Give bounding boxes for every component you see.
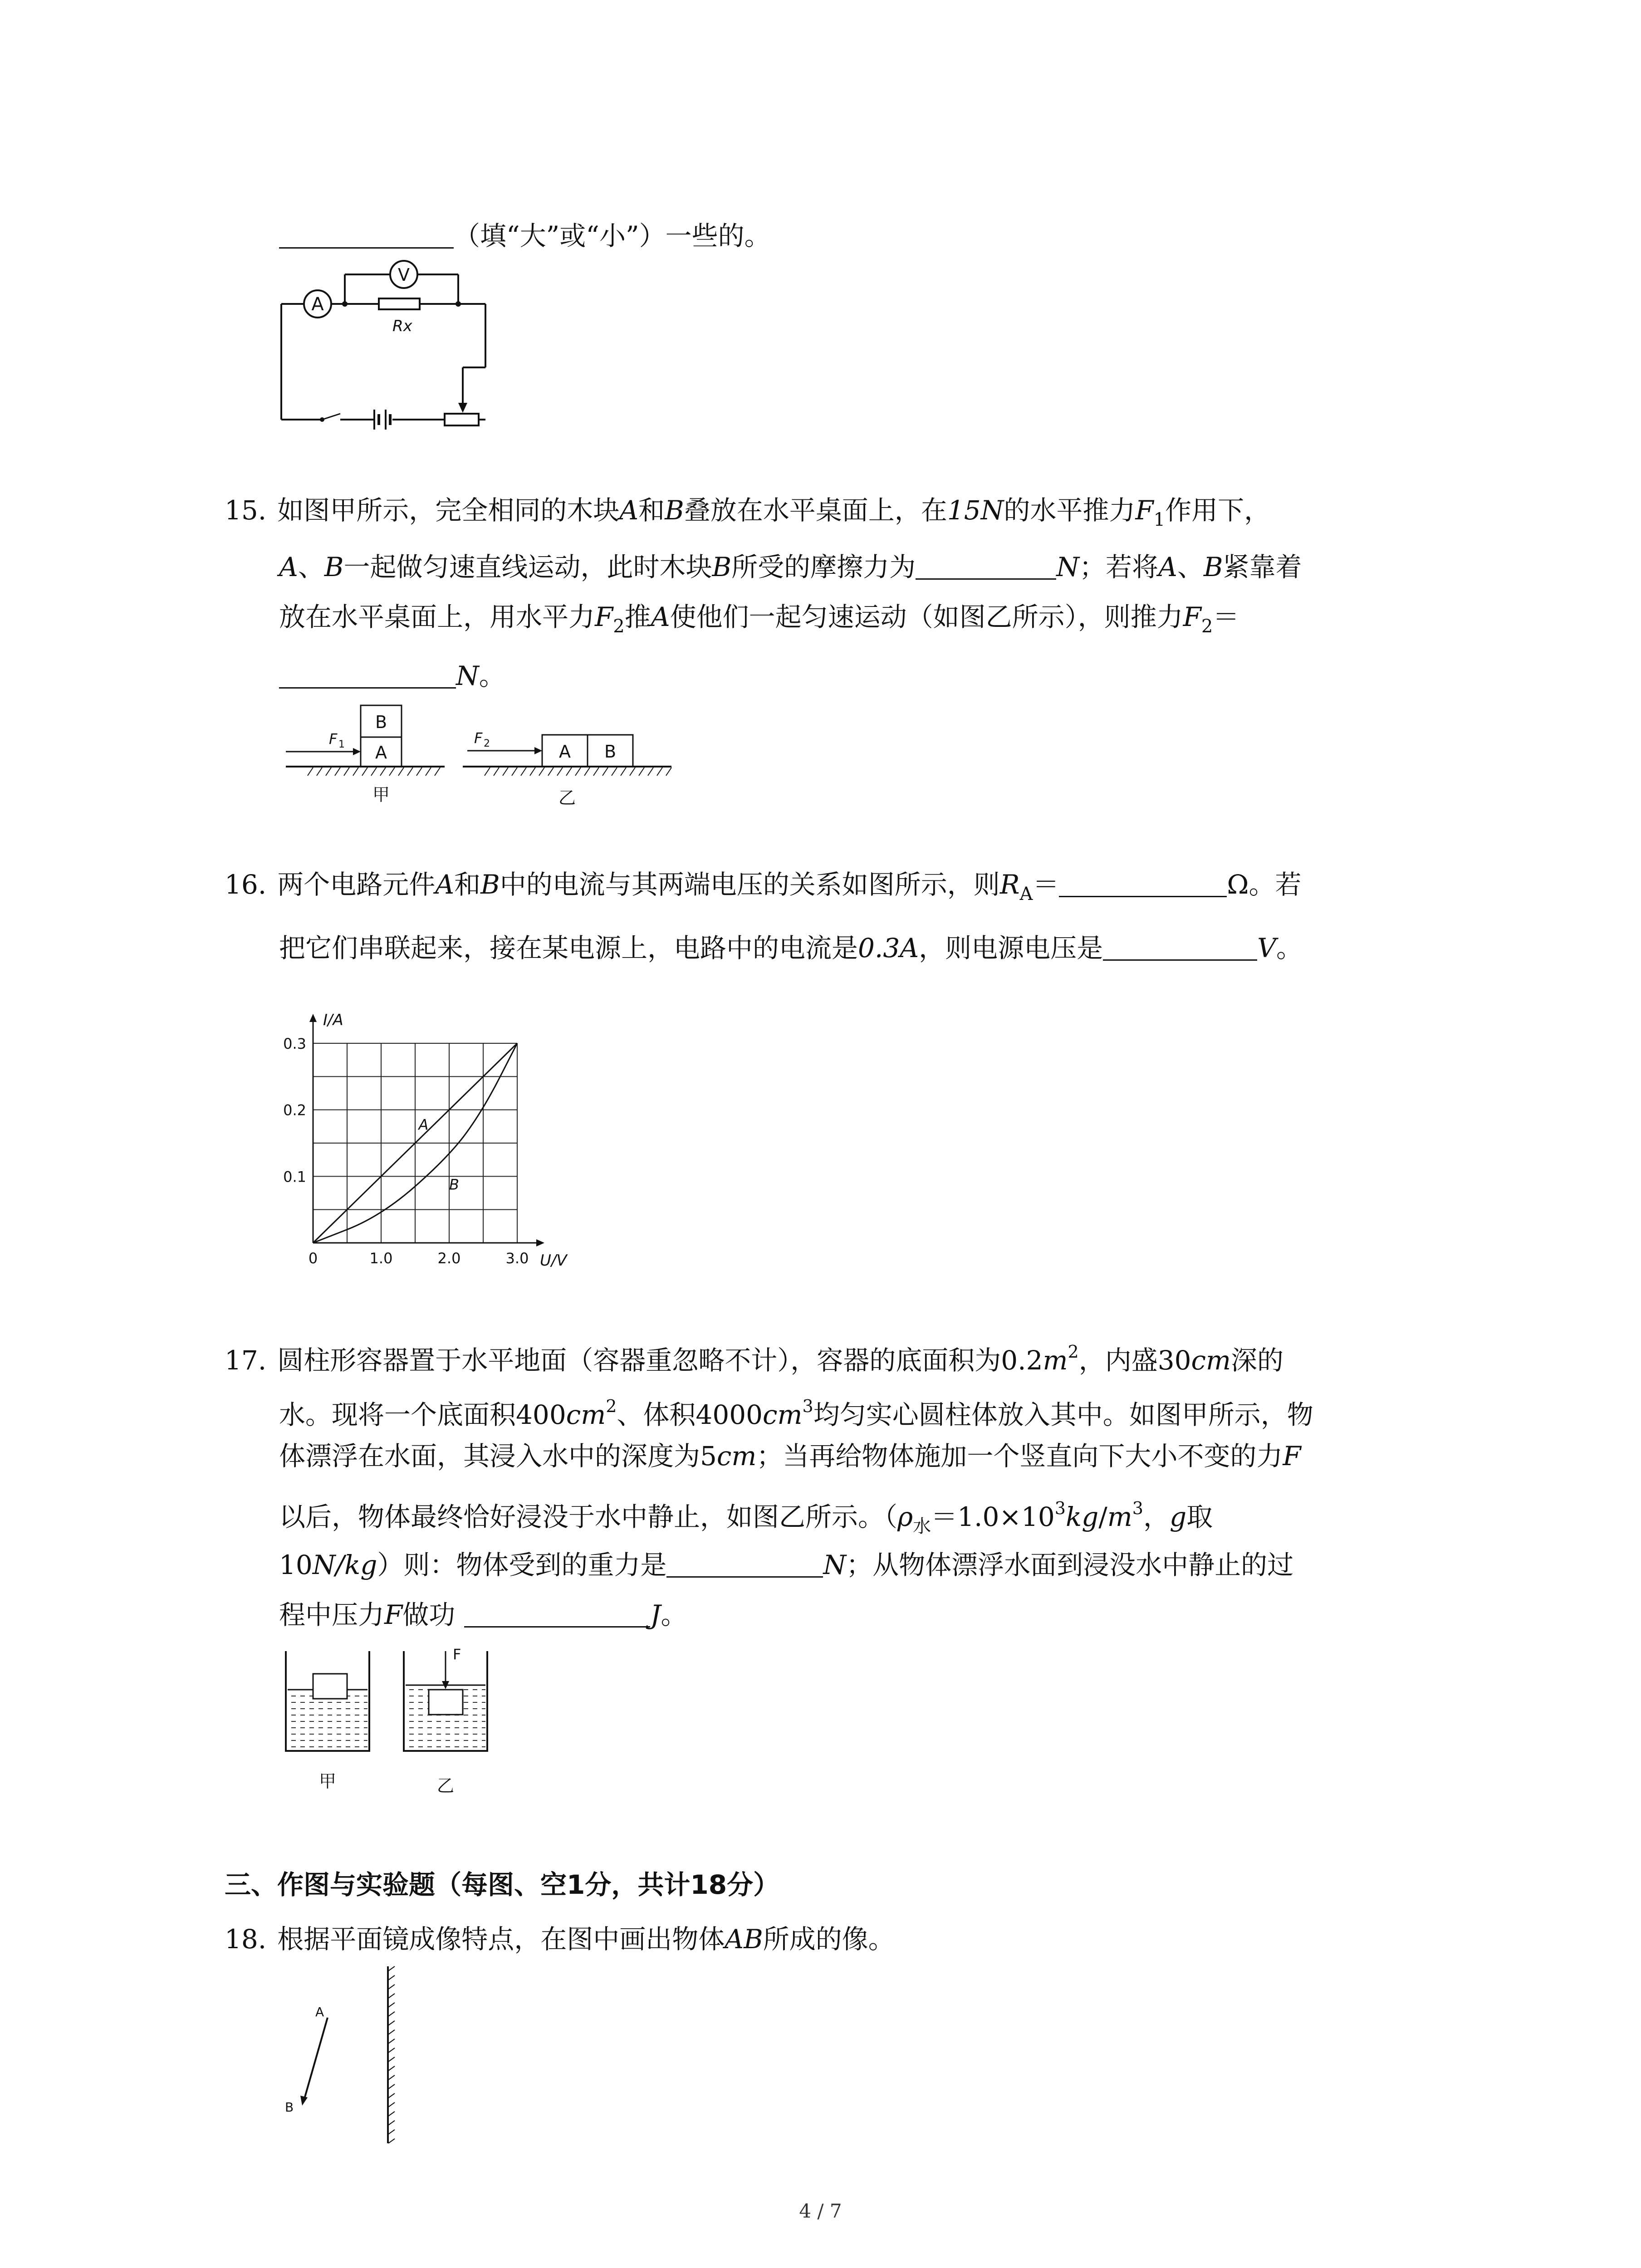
x-tick-label: 3.0 — [505, 1250, 529, 1267]
force-f-label: F — [453, 1646, 461, 1663]
svg-text:B: B — [375, 712, 387, 732]
q17-line-2: 水。现将一个底面积$400cm^2$、体积$4000cm^3$均匀实心圆柱体放入其中。如图甲所示，物 — [279, 1396, 1313, 1430]
q15-friction-blank[interactable] — [916, 551, 1056, 580]
q14-line — [279, 218, 771, 254]
y-axis-title: I/A — [323, 1011, 343, 1029]
svg-text:A: A — [375, 743, 387, 763]
x-tick-label: 0 — [308, 1250, 318, 1267]
q15-force-blank[interactable] — [279, 660, 456, 689]
q15-line-4: N。 — [279, 658, 505, 694]
q17-line-6: 程中压力F做功 J。 — [279, 1599, 687, 1630]
q17-work-blank[interactable] — [464, 1599, 650, 1628]
y-axis-arrow — [309, 1014, 317, 1022]
q17-line-1: 17. 圆柱形容器置于水平地面（容器重忽略不计），容器的底面积为$0.2m^2$，内盛30cm深的 — [225, 1342, 1284, 1376]
q14-text: （填“大”或“小”）一些的。 — [454, 220, 771, 251]
ammeter-label: A — [311, 294, 324, 315]
q16-line-2: 把它们串联起来，接在某电源上，电路中的电流是0.3A，则电源电压是 V。 — [279, 933, 1303, 963]
q17-line-4: 以后，物体最终恰好浸没于水中静止，如图乙所示。（$\rho_水=1.0\times 10^3kg/m^3$，g取 — [279, 1498, 1213, 1537]
y-tick-label: 0.1 — [283, 1168, 306, 1186]
y-tick-label: 0.3 — [283, 1035, 306, 1052]
q17-gravity-blank[interactable] — [666, 1549, 823, 1578]
svg-text:1: 1 — [338, 739, 345, 750]
svg-text:F: F — [474, 729, 483, 747]
q16-iv-chart — [263, 1007, 608, 1279]
switch — [322, 414, 340, 420]
q14-answer-blank[interactable] — [279, 220, 454, 249]
resistor-label: Rx — [392, 317, 412, 335]
q16-voltage-blank[interactable] — [1103, 932, 1257, 961]
floating-cylinder — [313, 1674, 347, 1699]
point-a-label: A — [315, 2004, 324, 2019]
q17-line-5: 10N/kg）则：物体受到的重力是 N；从物体漂浮水面到浸没水中静止的过 — [279, 1549, 1294, 1580]
caption-yi: 乙 — [558, 788, 576, 808]
series-label-b: B — [449, 1176, 459, 1193]
y-tick-label: 0.2 — [283, 1101, 306, 1119]
q16-line-1: 16. 两个电路元件A和B中的电流与其两端电压的关系如图所示，则$R_A= \Omega$。若 — [225, 869, 1302, 904]
x-axis-title: U/V — [540, 1251, 567, 1270]
q17-line-3: 体漂浮在水面，其浸入水中的深度为5cm；当再给物体施加一个竖直向下大小不变的力F — [279, 1441, 1301, 1471]
x-tick-label: 2.0 — [437, 1250, 461, 1267]
x-axis-arrow — [536, 1239, 544, 1246]
rheostat — [445, 414, 479, 425]
svg-text:A: A — [559, 742, 571, 762]
caption-jia: 甲 — [372, 785, 390, 805]
q15-blocks-diagram — [277, 699, 685, 812]
resistor-rx — [379, 298, 420, 309]
q15-line-1: 15. 如图甲所示，完全相同的木块A和B叠放在水平桌面上，在15N的水平推力$F_1$作用下， — [225, 495, 1271, 530]
series-label-a: A — [418, 1116, 429, 1134]
svg-text:F: F — [329, 730, 338, 748]
svg-text:甲: 甲 — [318, 1771, 337, 1791]
voltmeter-label: V — [398, 265, 410, 285]
page-number: 4 / 7 — [799, 2200, 842, 2222]
svg-text:B: B — [604, 742, 617, 762]
q18-mirror-diagram — [272, 1964, 417, 2146]
q16-resistance-blank[interactable] — [1059, 869, 1227, 897]
submerged-cylinder — [429, 1690, 463, 1715]
q14-circuit-diagram — [277, 259, 495, 435]
q18-line-1: 18. 根据平面镜成像特点，在图中画出物体AB所成的像。 — [225, 1924, 895, 1955]
x-tick-label: 1.0 — [369, 1250, 393, 1267]
svg-text:2: 2 — [484, 738, 490, 749]
q15-line-3: 放在水平桌面上，用水平力$F_2$推A使他们一起匀速运动（如图乙所示），则推力$F_2=$ — [279, 601, 1239, 637]
q15-line-2: A、B一起做匀速直线运动，此时木块B所受的摩擦力为 N；若将A、B紧靠着 — [279, 552, 1302, 582]
q17-container-diagram — [281, 1642, 508, 1810]
point-b-label: B — [285, 2100, 294, 2115]
object-ab — [304, 2018, 328, 2100]
section-3-heading: 三、作图与实验题（每图、空1分，共计18分） — [225, 1869, 780, 1900]
svg-text:乙: 乙 — [436, 1776, 455, 1796]
